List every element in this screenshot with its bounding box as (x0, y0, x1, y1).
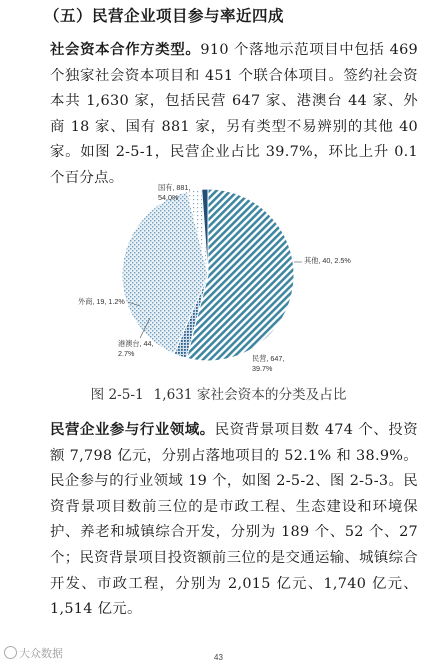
paragraph-text (22, 37, 418, 192)
slice-label-foreign: 外商, 19, 1.2% (78, 297, 125, 306)
paragraph-body: 910 个落地示范项目中包括 469 个独家社会资本项目和 451 个联合体项目。签约社会资本共 1,630 家，包括民营 647 家、港澳台 44 家、外商 18 家、国有 881 家，另有类型不易辨别的其他 40 家。如图 2-5-1，民营企业占比 39.7%，环比上升 0.1 个百分点。 (50, 42, 418, 186)
slice-label-state: 54.0% (158, 193, 179, 202)
slice-label-other: 其他, 40, 2.5% (304, 256, 351, 265)
page-number: 43 (214, 653, 223, 662)
paragraph-text (22, 417, 418, 623)
slice-label-private: 39.7% (252, 364, 273, 373)
paragraph-industry-fields (22, 417, 418, 623)
figure-caption (0, 383, 437, 403)
watermark-text: 大众数据 (19, 648, 63, 660)
paragraph-cooperation-types (22, 37, 418, 192)
figure-caption-text: 1,631 家社会资本的分类及占比 (153, 387, 347, 403)
section-heading: （五）民营企业项目参与率近四成 (44, 6, 285, 25)
paragraph-body: 民资背景项目数 474 个、投资额 7,798 亿元，分别占落地项目的 52.1% 和 38.9%。民企参与的行业领域 19 个，如图 2-5-2、图 2-5-3。民资背景项目数前三位的是市政工程、生态建设和环境保护、养老和城镇综合开发，分别为 189 个、52 个、27 个；民资背景项目投资额前三位的是交通运输、城镇综合开发、市政工程，分别为 2,015 亿元、1,740 亿元、1,514 亿元。 (50, 422, 418, 618)
slice-label-hkmt: 港澳台, 44, (118, 339, 154, 348)
paragraph-lead: 民营企业参与行业领域。 (50, 421, 215, 438)
paragraph-lead: 社会资本合作方类型。 (50, 41, 201, 58)
slice-label-hkmt: 2.7% (118, 349, 135, 358)
slice-label-private: 民营, 647, (252, 354, 285, 363)
figure-number: 图 2-5-1 (90, 387, 144, 403)
slice-label-state: 国有, 881, (158, 183, 191, 192)
pie-chart (78, 178, 351, 378)
